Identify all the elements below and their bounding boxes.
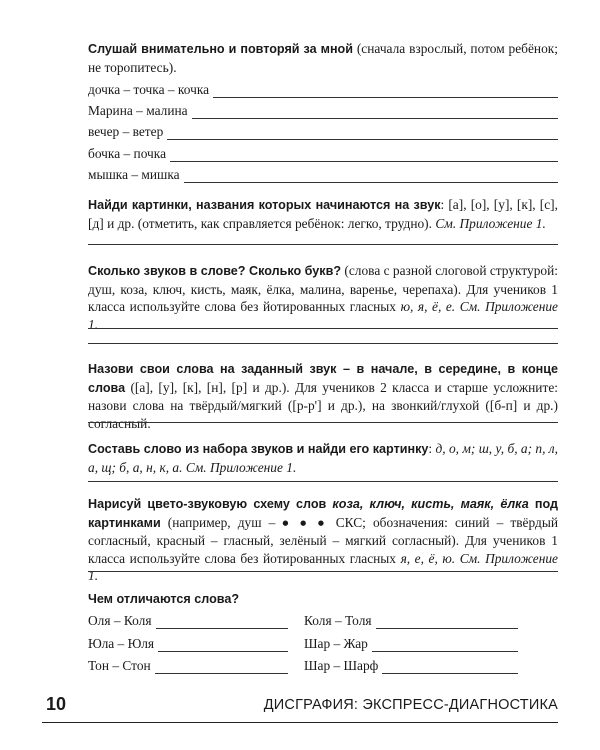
pair-row-4 [88, 144, 558, 162]
section-3-text: (слова с разной слоговой структурой: душ, коза, ключ, кисть, маяк, ёлка, малина, варенье, черепаха). Для учеников 1 класса используйте слова без йотированных гласных [88, 263, 558, 314]
pair-row-3 [88, 122, 558, 140]
section-2-title: Найди картинки, названия которых начинаются на звук [88, 198, 441, 212]
section-3-ref: ю, я, ё, е. См. Приложение 1. [88, 299, 558, 332]
answer-line[interactable] [213, 84, 558, 98]
pair-row-2 [88, 101, 558, 119]
section-6-text-1: (например, душ – [160, 514, 283, 530]
section-2-ref: См. Приложение 1. [435, 215, 546, 231]
section-6-text-2: СКС; обозначения: синий – твёрдый согласный, красный – гласный, зелёный – мягкий согласный). Для учеников 1 класса используйте слова без йотированных гласных [88, 514, 558, 566]
section-1-text: (сначала взрослый, потом ребёнок; не торопитесь). [88, 41, 558, 75]
compare-row-left-2 [88, 634, 288, 652]
answer-line[interactable] [88, 343, 558, 344]
section-5-text: : [428, 441, 436, 456]
pair-row-1 [88, 80, 558, 98]
answer-line[interactable] [88, 328, 558, 329]
section-5-title: Составь слово из набора звуков и найди его картинку [88, 442, 429, 456]
compare-row-left-3 [88, 656, 288, 674]
answer-line[interactable] [156, 615, 288, 629]
section-5-instruction [88, 440, 558, 476]
section-4-title: Назови свои слова на заданный звук – в начале, в середине, в конце слова [88, 362, 558, 395]
section-6-words: коза, ключ, кисть, маяк, ёлка [332, 497, 529, 511]
compare-heading: Чем отличаются слова? [88, 592, 240, 606]
compare-row-left-1 [88, 611, 288, 629]
pair-row-5 [88, 165, 558, 183]
section-1-instruction [88, 40, 558, 76]
compare-row-right-3 [304, 656, 518, 674]
section-3-title: Сколько звуков в слове? Сколько букв? [88, 264, 342, 278]
answer-line[interactable] [170, 148, 558, 162]
answer-line[interactable] [184, 169, 558, 183]
section-6-title-2: под картинками [88, 497, 558, 530]
answer-line[interactable] [376, 615, 518, 629]
pair-text: бочка – почка [88, 146, 167, 161]
word-pair: Коля – Толя [304, 613, 372, 628]
running-title: ДИСГРАФИЯ: ЭКСПРЕСС-ДИАГНОСТИКА [263, 697, 558, 713]
pair-text: мышка – мишка [88, 167, 180, 182]
section-5-ref: д, о, м; ш, у, б, а; п, л, а, щ; б, а, н, к, а. См. Приложение 1. [88, 441, 558, 475]
word-pair: Тон – Стон [88, 658, 151, 673]
section-6-ref: я, е, ё, ю. См. Приложение 1. [88, 550, 558, 584]
pair-text: Марина – малина [88, 103, 188, 118]
section-6-title-1: Нарисуй цвето-звуковую схему слов [88, 497, 333, 511]
section-3-instruction [88, 262, 558, 333]
answer-line[interactable] [88, 422, 558, 423]
compare-row-right-1 [304, 611, 518, 629]
answer-line[interactable] [167, 126, 558, 140]
page-number: 10 [46, 694, 67, 714]
section-4-text: ([а], [у], [к], [н], [р] и др.). Для учеников 2 класса и старше усложните: назови слова на твёрдый/мягкий ([р-р'] и др.), на звонкий/глухой ([б-п] и др.) согласный. [88, 379, 558, 431]
pair-text: вечер – ветер [88, 124, 164, 139]
answer-line[interactable] [382, 660, 518, 674]
section-2-text: : [а], [о], [у], [к], [с], [д] и др. (отметить, как справляется ребёнок: легко, трудно). [88, 197, 558, 231]
section-1-title: Слушай внимательно и повторяй за мной [88, 42, 353, 56]
word-pair: Оля – Коля [88, 613, 152, 628]
answer-line[interactable] [155, 660, 288, 674]
pair-text: дочка – точка – кочка [88, 82, 210, 97]
word-pair: Юла – Юля [88, 636, 155, 651]
compare-row-right-2 [304, 634, 518, 652]
answer-line[interactable] [372, 638, 518, 652]
section-2-instruction [88, 196, 558, 232]
word-pair: Шар – Шарф [304, 658, 379, 673]
word-pair: Шар – Жар [304, 636, 368, 651]
answer-line[interactable] [192, 105, 558, 119]
answer-line[interactable] [88, 481, 558, 482]
answer-line[interactable] [158, 638, 288, 652]
footer-divider [42, 722, 558, 723]
sound-scheme-dots: ● ● ● [282, 518, 329, 527]
answer-line[interactable] [88, 571, 558, 572]
answer-line[interactable] [88, 244, 558, 245]
